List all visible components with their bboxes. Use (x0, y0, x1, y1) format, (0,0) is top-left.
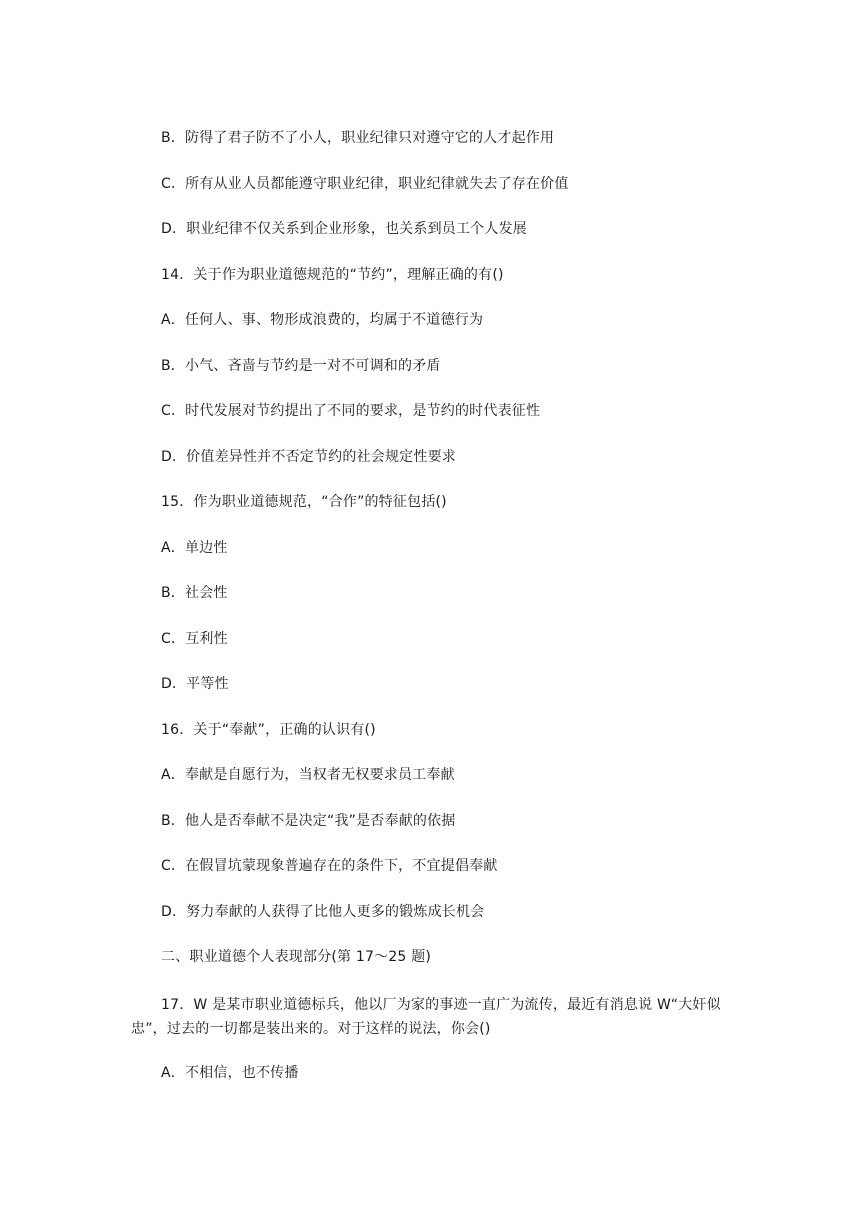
option-15b: B．社会性 (161, 585, 228, 601)
option-15c: C．互利性 (161, 631, 228, 647)
option-14a: A．任何人、事、物形成浪费的，均属于不道德行为 (161, 312, 484, 328)
option-16b: B．他人是否奉献不是决定“我”是否奉献的依据 (161, 813, 456, 829)
option-13d: D．职业纪律不仅关系到企业形象，也关系到员工个人发展 (161, 221, 527, 237)
section-heading-2: 二、职业道德个人表现部分(第 17～25 题) (161, 949, 432, 965)
option-16c: C．在假冒坑蒙现象普遍存在的条件下，不宜提倡奉献 (161, 858, 498, 874)
question-15: 15．作为职业道德规范，“合作”的特征包括() (161, 494, 447, 510)
option-13b: B．防得了君子防不了小人，职业纪律只对遵守它的人才起作用 (161, 130, 555, 146)
question-14: 14．关于作为职业道德规范的“节约”，理解正确的有() (161, 267, 504, 283)
question-16: 16．关于“奉献”，正确的认识有() (161, 722, 376, 738)
option-14b: B．小气、吝啬与节约是一对不可调和的矛盾 (161, 358, 441, 374)
option-16a: A．奉献是自愿行为，当权者无权要求员工奉献 (161, 767, 455, 783)
option-16d: D．努力奉献的人获得了比他人更多的锻炼成长机会 (161, 904, 485, 920)
option-14d: D．价值差异性并不否定节约的社会规定性要求 (161, 449, 456, 465)
option-14c: C．时代发展对节约提出了不同的要求，是节约的时代表征性 (161, 403, 541, 419)
option-15a: A．单边性 (161, 540, 228, 556)
option-15d: D．平等性 (161, 676, 229, 692)
option-13c: C．所有从业人员都能遵守职业纪律，职业纪律就失去了存在价值 (161, 176, 569, 192)
option-17a: A．不相信，也不传播 (161, 1065, 299, 1081)
question-17: 17．W 是某市职业道德标兵，他以厂为家的事迹一直广为流传，最近有消息说 W“大奸似忠”，过去的一切都是装出来的。对于这样的说法，你会() (131, 997, 721, 1037)
